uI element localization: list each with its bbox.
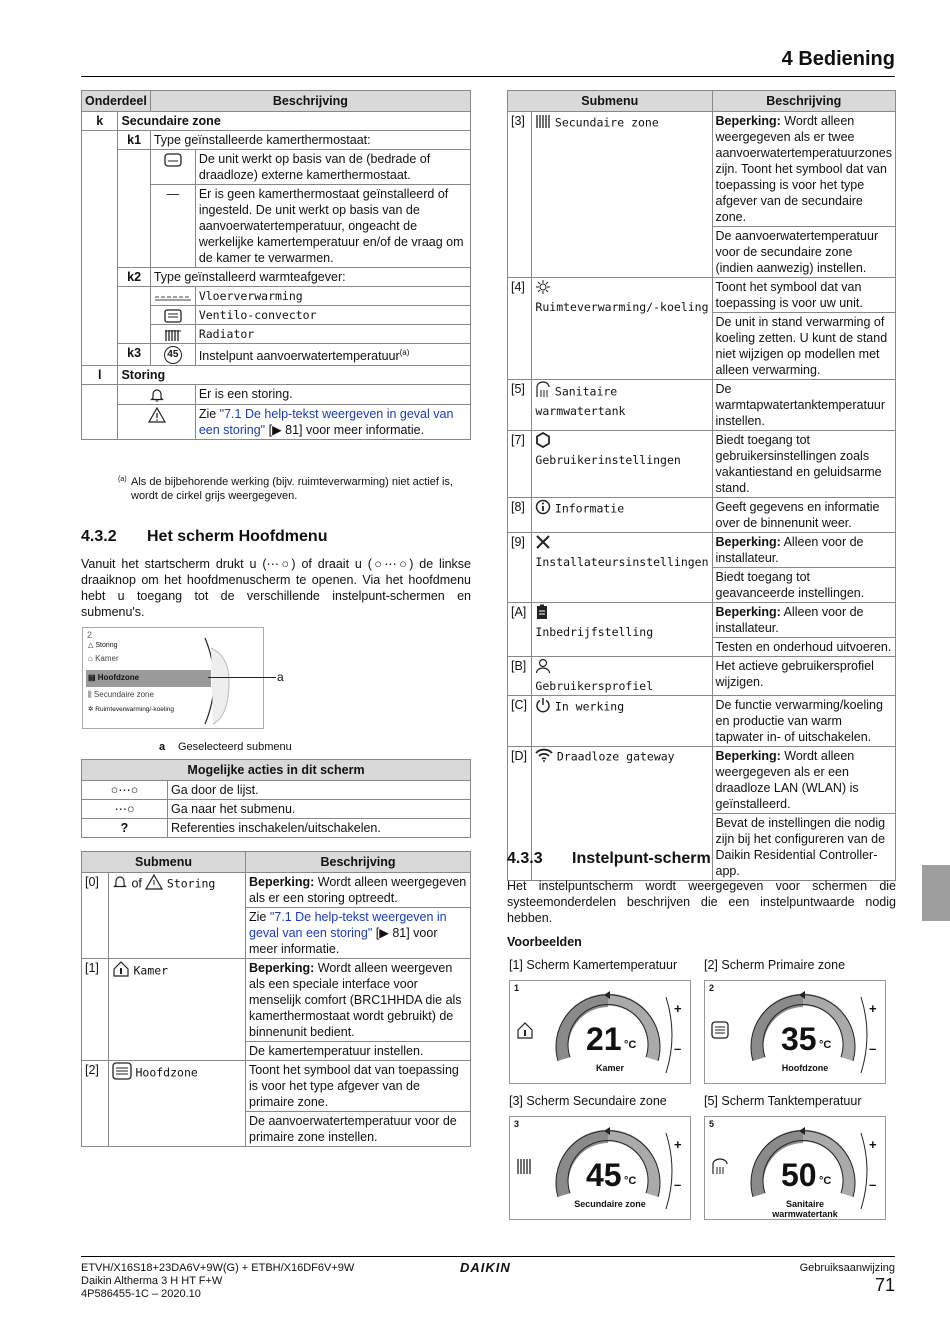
section-paragraph: Het instelpuntscherm wordt weergegeven voor schermen die systeemonderdelen beschrijven die een instelpuntwaarde nodig hebben. — [507, 879, 896, 925]
setpoint-label: Kamer — [595, 1063, 624, 1073]
col-header-submenu: Submenu — [82, 852, 246, 873]
action-text: Ga door de lijst. — [168, 781, 471, 800]
header-rule — [81, 76, 895, 77]
setpoint-value: 45 — [164, 346, 182, 364]
desc-cell — [246, 908, 471, 959]
see-prefix: Zie — [249, 910, 270, 924]
setpoint-label: Instelpunt aanvoerwatertemperatuur — [198, 349, 400, 364]
submenu-hoofdzone — [109, 1061, 246, 1147]
setpoint-value: 45 — [586, 1157, 622, 1193]
clipboard-icon — [535, 604, 549, 624]
submenu-name: Hoofdzone — [135, 1065, 198, 1080]
desc-text: De warmtapwatertanktemperatuur instellen. — [712, 380, 895, 431]
dial-turn-icon: ○⋯○ — [82, 781, 168, 800]
hexagon-icon — [535, 432, 551, 452]
setpoint-screen — [704, 980, 886, 1084]
row-key: [A] — [508, 603, 532, 657]
help-key-icon: ? — [82, 819, 168, 838]
see-suffix: [▶ 81] voor meer informatie. — [265, 422, 425, 437]
actions-title: Mogelijke acties in dit scherm — [82, 760, 471, 781]
tank-icon — [711, 1157, 729, 1177]
setpoint-value: 21 — [586, 1021, 622, 1057]
submenu-kamer — [109, 959, 246, 1061]
restriction-label: Beperking: — [715, 749, 781, 763]
row-key: [8] — [508, 498, 532, 533]
desc-text: De kamertemperatuur instellen. — [246, 1042, 471, 1061]
emitter-name: Ventilo-convector — [195, 306, 470, 325]
restriction-label: Beperking: — [715, 605, 781, 619]
screen-number: 2 — [87, 630, 93, 640]
setpoint-unit: °C — [819, 1039, 832, 1051]
submenu-name: Kamer — [133, 963, 169, 978]
row-key: l — [82, 366, 118, 385]
submenu-profile — [532, 657, 712, 696]
submenu-operation — [532, 696, 712, 747]
bell-icon — [118, 385, 195, 405]
callout-line — [208, 677, 276, 678]
submenu-name: Gebruikerinstellingen — [535, 453, 681, 467]
restriction-label: Beperking: — [249, 875, 315, 889]
info-icon — [535, 499, 551, 519]
row-text: Er is geen kamerthermostaat geïnstalleerd of ingesteld. De unit werkt op basis van de aanvoerwatertemperatuur, ongeacht de werkelijke kamertemperatuur en/of de vraag om de kamer te verwarmen. — [195, 185, 470, 268]
desc-cell — [712, 747, 895, 814]
footer-docnum: 4P586455-1C – 2020.10 — [81, 1288, 201, 1300]
menu-item-label: Kamer — [95, 654, 119, 663]
submenu-name: Sanitaire warmwatertank — [535, 384, 626, 418]
example-caption: [5] Scherm Tanktemperatuur — [704, 1094, 862, 1108]
or-text: of — [131, 876, 142, 891]
house-thermometer-icon — [516, 1021, 534, 1041]
dial-shape — [201, 636, 241, 726]
row-key: [2] — [82, 1061, 109, 1147]
submenu-name: Informatie — [554, 501, 625, 516]
footer-doc: Gebruiksaanwijzing — [799, 1262, 895, 1274]
desc-text: Toont het symbool dat van toepassing is voor uw unit. — [712, 278, 895, 313]
submenu-name: In werking — [554, 699, 625, 714]
row-text: De unit werkt op basis van de (bedrade of draadloze) externe kamerthermostaat. — [195, 150, 470, 185]
submenu-tank — [532, 380, 712, 431]
callout-label: a — [277, 670, 284, 684]
minus-button[interactable]: – — [869, 1041, 877, 1056]
desc-text: Testen en onderhoud uitvoeren. — [712, 638, 895, 657]
setpoint-value: 50 — [781, 1157, 817, 1193]
main-menu-screen — [82, 627, 264, 729]
submenu-name: Ruimteverwarming/-koeling — [535, 300, 709, 314]
plus-button[interactable]: + — [869, 1001, 877, 1016]
desc-text: Wordt alleen weergegeven als er een storing optreedt. — [249, 875, 467, 905]
radiator-icon — [535, 113, 551, 133]
power-icon — [535, 697, 551, 717]
daikin-logo: DAIKIN — [460, 1260, 511, 1275]
examples-title: Voorbeelden — [507, 935, 582, 949]
fancoil-icon — [112, 1062, 132, 1084]
desc-cell — [246, 959, 471, 1042]
restriction-label: Beperking: — [715, 114, 781, 128]
plus-button[interactable]: + — [674, 1001, 682, 1016]
example-caption: [1] Scherm Kamertemperatuur — [509, 958, 678, 972]
setpoint-value: 35 — [781, 1021, 817, 1057]
setpoint-label: Secundaire zone — [574, 1199, 646, 1209]
setpoint-label: Sanitaire warmwatertank — [772, 1199, 838, 1219]
menu-item-label: Ruimteverwarming/-koeling — [95, 706, 175, 713]
example-caption: [2] Scherm Primaire zone — [704, 958, 846, 972]
sun-snowflake-icon — [535, 279, 551, 299]
desc-text: Alleen voor de installateur. — [715, 535, 864, 565]
desc-cell — [246, 873, 471, 908]
menu-item-storing: △ Storing — [88, 642, 118, 649]
desc-text: Geeft gegevens en informatie over de binnenunit weer. — [712, 498, 895, 533]
submenu-name: Storing — [166, 876, 216, 891]
dial-press-icon: ⋯○ — [82, 800, 168, 819]
page-header-title: 4 Bediening — [781, 48, 895, 70]
submenu-name: Secundaire zone — [554, 115, 659, 130]
desc-cell — [712, 112, 895, 227]
menu-item-hoofdzone-selected: ▤ Hoofdzone — [86, 670, 211, 687]
desc-cell — [712, 533, 895, 568]
bell-icon — [112, 874, 128, 894]
desc-cell — [712, 603, 895, 638]
desc-text: De unit in stand verwarming of koeling zetten. U kunt de stand niet wijzigen op modellen met alleen verwarming. — [712, 313, 895, 380]
submenu-installer — [532, 533, 712, 603]
row-text: Type geïnstalleerde kamerthermostaat: — [150, 131, 470, 150]
example-caption: [3] Scherm Secundaire zone — [509, 1094, 667, 1108]
minus-button[interactable]: – — [674, 1041, 682, 1056]
menu-item-label: Storing — [95, 642, 118, 649]
radiator-icon — [516, 1157, 534, 1177]
fancoil-icon — [711, 1021, 729, 1041]
submenu-name: Installateursinstellingen — [535, 555, 709, 569]
row-text — [195, 344, 470, 366]
row-key: [D] — [508, 747, 532, 881]
legend-text: Geselecteerd submenu — [178, 741, 292, 753]
menu-item-label: Hoofdzone — [97, 673, 140, 682]
legend-key: a — [159, 741, 166, 753]
row-key: [C] — [508, 696, 532, 747]
desc-text: Bevat de instellingen die nodig zijn bij het configureren van de Daikin Residential Controller-app. — [712, 814, 895, 881]
row-key: k2 — [118, 268, 150, 287]
plus-button[interactable]: + — [869, 1137, 877, 1152]
section-number: 4.3.3 — [507, 850, 543, 867]
submenu-name: Draadloze gateway — [556, 749, 675, 764]
warning-icon — [145, 874, 163, 894]
desc-text: De functie verwarming/koeling en productie van warm tapwater in- of uitschakelen. — [712, 696, 895, 747]
row-key: [3] — [508, 112, 532, 278]
submenu-info — [532, 498, 712, 533]
submenu-name: Gebruikersprofiel — [535, 679, 654, 693]
setpoint-label: Hoofdzone — [781, 1063, 829, 1073]
row-title: Secundaire zone — [118, 112, 471, 131]
screen-number: 5 — [709, 1119, 715, 1129]
row-key: [7] — [508, 431, 532, 498]
row-key: [4] — [508, 278, 532, 380]
section-title: Het scherm Hoofdmenu — [147, 528, 328, 545]
row-key: k — [82, 112, 118, 131]
row-title: Storing — [118, 366, 471, 385]
menu-item-secundaire: ⫼ Secundaire zone — [88, 690, 154, 699]
footer-model: ETVH/X16S18+23DA6V+9W(G) + ETBH/X16DF6V+9W — [81, 1262, 355, 1274]
desc-text: Wordt alleen weergegeven als er twee aanvoerwatertemperatuurzones zijn. Toont het symbool dat van toepassing is voor het type afgever van de secundaire zone. — [715, 114, 893, 224]
page-number: 71 — [874, 1275, 895, 1295]
footer-rule — [81, 1256, 895, 1257]
radiator-icon — [150, 325, 195, 344]
row-text: Er is een storing. — [195, 385, 470, 405]
desc-text: Toont het symbool dat van toepassing is voor het type afgever van de primaire zone. — [246, 1061, 471, 1112]
wifi-icon — [535, 748, 553, 766]
section-title: Instelpunt-scherm — [572, 850, 711, 867]
see-prefix: Zie — [198, 406, 220, 421]
screen-number: 3 — [514, 1119, 520, 1129]
submenu-secundaire — [532, 112, 712, 278]
action-text: Referenties inschakelen/uitschakelen. — [168, 819, 471, 838]
setpoint-unit: °C — [624, 1175, 637, 1187]
setpoint-screen — [509, 980, 691, 1084]
dash-symbol: — — [150, 185, 195, 268]
col-header-submenu: Submenu — [508, 91, 713, 112]
desc-text: Het actieve gebruikersprofiel wijzigen. — [712, 657, 895, 696]
submenu-name: Inbedrijfstelling — [535, 625, 654, 639]
setpoint-unit: °C — [819, 1175, 832, 1187]
table-footnote — [118, 475, 463, 503]
submenu-user-settings — [532, 431, 712, 498]
row-key: k1 — [118, 131, 150, 150]
row-key: [1] — [82, 959, 109, 1061]
action-text: Ga naar het submenu. — [168, 800, 471, 819]
see-suffix: [▶ 81] voor meer informatie. — [249, 926, 438, 956]
section-paragraph: Vanuit het startscherm drukt u (⋯○) of draait u (○⋯○) de linkse draaiknop om het hoofdmenuscherm te openen. Via het hoofdmenu hebt u toegang tot de verschillende instelpunt-schermen en submenu's. — [81, 557, 471, 619]
thermostat-icon — [150, 150, 195, 185]
row-key: k3 — [118, 344, 150, 366]
tank-icon — [535, 381, 551, 403]
actions-table — [81, 759, 471, 838]
screen-number: 2 — [709, 983, 715, 993]
submenu-table-right — [507, 90, 896, 881]
plus-button[interactable]: + — [674, 1137, 682, 1152]
footnote-ref: (a) — [399, 348, 410, 357]
submenu-commissioning — [532, 603, 712, 657]
footer-left — [81, 1262, 354, 1301]
screen-number: 1 — [514, 983, 520, 993]
menu-item-label: Secundaire zone — [93, 690, 154, 699]
tools-icon — [535, 534, 551, 554]
desc-text: Wordt alleen weergeven als een speciale interface voor menselijk comfort (BRC1HHDA die als kamerthermostaat wordt gebruikt) de binnenunit bedient. — [249, 961, 462, 1039]
minus-button[interactable]: – — [869, 1177, 877, 1192]
emitter-name: Vloerverwarming — [195, 287, 470, 306]
row-text — [195, 404, 470, 439]
restriction-label: Beperking: — [249, 961, 315, 975]
desc-text: Biedt toegang tot geavanceerde instellingen. — [712, 568, 895, 603]
component-table — [81, 90, 471, 440]
row-text: Type geïnstalleerd warmteafgever: — [150, 268, 470, 287]
setpoint-screen — [704, 1116, 886, 1220]
row-key: [5] — [508, 380, 532, 431]
desc-text: De aanvoerwatertemperatuur voor de primaire zone instellen. — [246, 1112, 471, 1147]
row-key: [9] — [508, 533, 532, 603]
help-text-link[interactable]: "7.1 De help-tekst weergeven in geval van een storing" — [198, 406, 454, 437]
menu-item-kamer: ⌂ Kamer — [88, 654, 119, 663]
user-icon — [535, 658, 551, 678]
col-header-beschrijving: Beschrijving — [150, 91, 470, 112]
desc-text: De aanvoerwatertemperatuur voor de secundaire zone (indien aanwezig) instellen. — [712, 227, 895, 278]
submenu-table-left — [81, 851, 471, 1147]
floor-heating-icon — [150, 287, 195, 306]
setpoint-unit: °C — [624, 1039, 637, 1051]
desc-text: Alleen voor de installateur. — [715, 605, 864, 635]
desc-text: Biedt toegang tot gebruikersinstellingen zoals vakantiestand en geluidsarme stand. — [712, 431, 895, 498]
col-header-onderdeel: Onderdeel — [82, 91, 151, 112]
submenu-ruimte — [532, 278, 712, 380]
col-header-beschrijving: Beschrijving — [246, 852, 471, 873]
setpoint-screen — [509, 1116, 691, 1220]
restriction-label: Beperking: — [715, 535, 781, 549]
setpoint-circle-icon — [150, 344, 195, 366]
row-key: [B] — [508, 657, 532, 696]
warning-icon — [118, 404, 195, 439]
house-thermometer-icon — [112, 960, 130, 982]
fancoil-icon — [150, 306, 195, 325]
footnote-mark: (a) — [118, 476, 127, 483]
minus-button[interactable]: – — [674, 1177, 682, 1192]
submenu-storing — [109, 873, 246, 959]
emitter-name: Radiator — [195, 325, 470, 344]
footnote-text: Als de bijbehorende werking (bijv. ruimteverwarming) niet actief is, wordt de cirkel grijs weergegeven. — [131, 476, 453, 502]
row-key: [0] — [82, 873, 109, 959]
section-number: 4.3.2 — [81, 528, 117, 545]
side-tab — [922, 865, 950, 921]
desc-text: Wordt alleen weergegeven als er een draadloze LAN (WLAN) is geïnstalleerd. — [715, 749, 859, 811]
help-text-link[interactable]: "7.1 De help-tekst weergeven in geval van een storing" — [249, 910, 447, 940]
footer-product: Daikin Altherma 3 H HT F+W — [81, 1275, 223, 1287]
col-header-beschrijving: Beschrijving — [712, 91, 895, 112]
menu-item-ruimte: ✲ Ruimteverwarming/-koeling — [88, 706, 175, 713]
